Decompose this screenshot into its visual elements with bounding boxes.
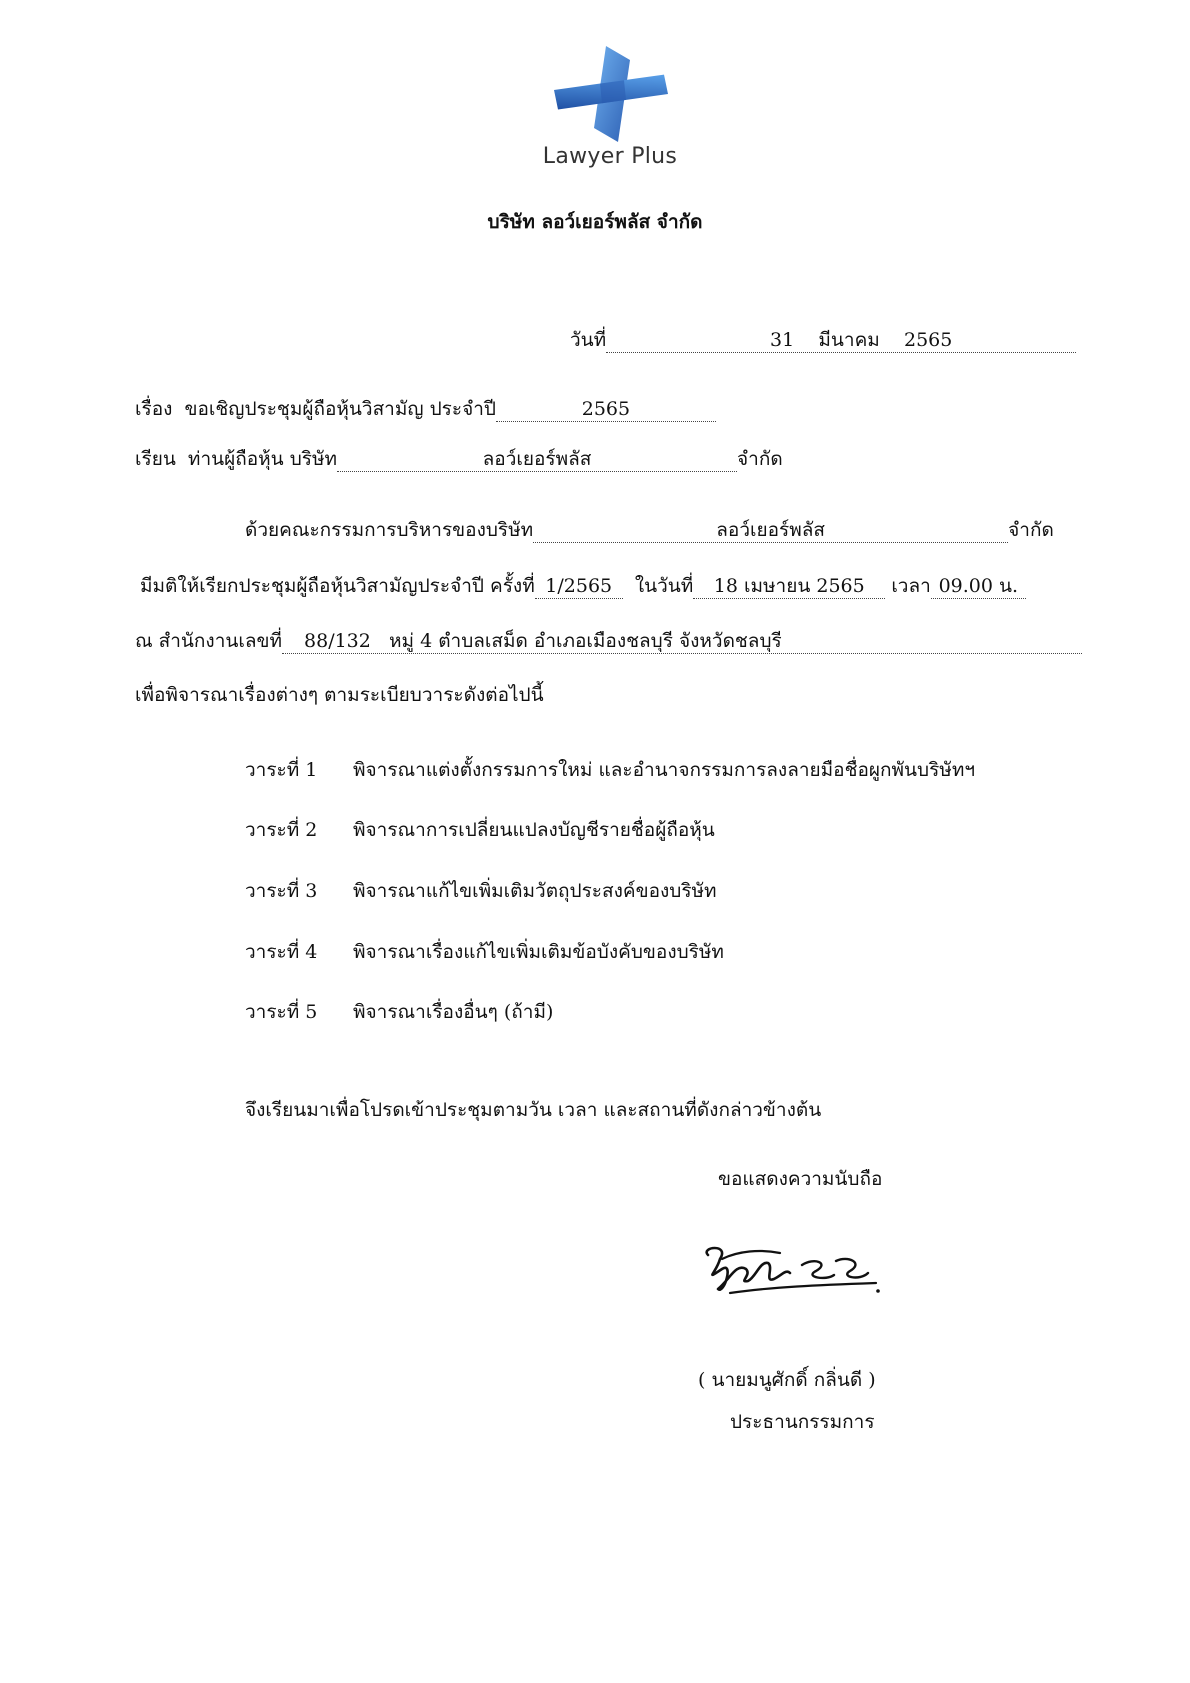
closing-text: จึงเรียนมาเพื่อโปรดเข้าประชุมตามวัน เวลา และสถานที่ดังกล่าวข้างต้น xyxy=(245,1099,822,1121)
signer-title: ประธานกรรมการ xyxy=(730,1411,875,1433)
agenda-label: วาระที่ 1 xyxy=(245,759,318,781)
agenda-text: พิจารณาแต่งตั้งกรรมการใหม่ และอำนาจกรรมการลงลายมือชื่อผูกพันบริษัทฯ xyxy=(353,759,976,781)
recipient-text: ท่านผู้ถือหุ้น บริษัท xyxy=(187,448,338,470)
body-line1-prefix: ด้วยคณะกรรมการบริหารของบริษัท xyxy=(245,519,534,541)
subject-line xyxy=(135,397,716,422)
recipient-label: เรียน xyxy=(135,448,176,470)
body-line1-company: ลอว์เยอร์พลัส xyxy=(533,518,1008,543)
agenda-item xyxy=(245,758,975,782)
date-label: วันที่ xyxy=(570,329,607,351)
agenda-text: พิจารณาการเปลี่ยนแปลงบัญชีรายชื่อผู้ถือหุ้น xyxy=(353,819,715,841)
company-logo xyxy=(540,42,680,192)
date-day: 31 xyxy=(770,329,795,351)
on-date-label: ในวันที่ xyxy=(634,575,694,597)
body-line2-prefix: มีมติให้เรียกประชุมผู้ถือหุ้นวิสามัญประจำปี ครั้งที่ xyxy=(140,575,535,597)
agenda-item xyxy=(245,940,724,964)
address-prefix: ณ สำนักงานเลขที่ xyxy=(135,630,283,652)
agenda-label: วาระที่ 4 xyxy=(245,941,318,963)
subject-year: 2565 xyxy=(496,397,716,422)
recipient-line xyxy=(135,447,783,472)
recipient-suffix: จำกัด xyxy=(737,448,783,470)
agenda-item xyxy=(245,879,717,903)
date-year: 2565 xyxy=(903,329,953,351)
meeting-time: 09.00 น. xyxy=(931,574,1026,599)
signer-name: ( นายมนูศักดิ์ กลิ่นดี ) xyxy=(698,1369,876,1391)
address-rest: หมู่ 4 ตำบลเสม็ด อำเภอเมืองชลบุรี จังหวัดชลบุรี xyxy=(388,630,782,652)
agenda-item xyxy=(245,818,715,842)
date-month: มีนาคม xyxy=(818,329,880,351)
agenda-label: วาระที่ 5 xyxy=(245,1001,318,1023)
time-label: เวลา xyxy=(891,575,931,597)
body-line-1 xyxy=(245,518,1054,543)
agenda-text: พิจารณาเรื่องแก้ไขเพิ่มเติมข้อบังคับของบริษัท xyxy=(353,941,724,963)
agenda-item xyxy=(245,1000,553,1024)
signature-image xyxy=(690,1225,900,1315)
agenda-text: พิจารณาแก้ไขเพิ่มเติมวัตถุประสงค์ของบริษัท xyxy=(353,880,717,902)
logo-brand-text: Lawyer Plus xyxy=(542,144,678,169)
company-heading: บริษัท ลอว์เยอร์พลัส จำกัด xyxy=(487,211,703,233)
body-line-2 xyxy=(140,574,1026,599)
subject-label: เรื่อง xyxy=(135,398,173,420)
meeting-number: 1/2565 xyxy=(535,574,623,599)
agenda-label: วาระที่ 2 xyxy=(245,819,318,841)
plus-cross-icon xyxy=(540,42,680,147)
recipient-company: ลอว์เยอร์พลัส xyxy=(337,447,737,472)
agenda-label: วาระที่ 3 xyxy=(245,880,318,902)
body-line1-suffix: จำกัด xyxy=(1008,519,1054,541)
body-line-3 xyxy=(135,629,1082,654)
regards-text: ขอแสดงความนับถือ xyxy=(718,1168,883,1190)
meeting-date: 18 เมษายน 2565 xyxy=(693,574,885,599)
subject-text: ขอเชิญประชุมผู้ถือหุ้นวิสามัญ ประจำปี xyxy=(184,398,496,420)
body-line-4: เพื่อพิจารณาเรื่องต่างๆ ตามระเบียบวาระดังต่อไปนี้ xyxy=(135,684,544,706)
address-number: 88/132 xyxy=(304,630,371,652)
agenda-text: พิจารณาเรื่องอื่นๆ (ถ้ามี) xyxy=(353,1001,554,1023)
date-line xyxy=(570,328,1076,353)
